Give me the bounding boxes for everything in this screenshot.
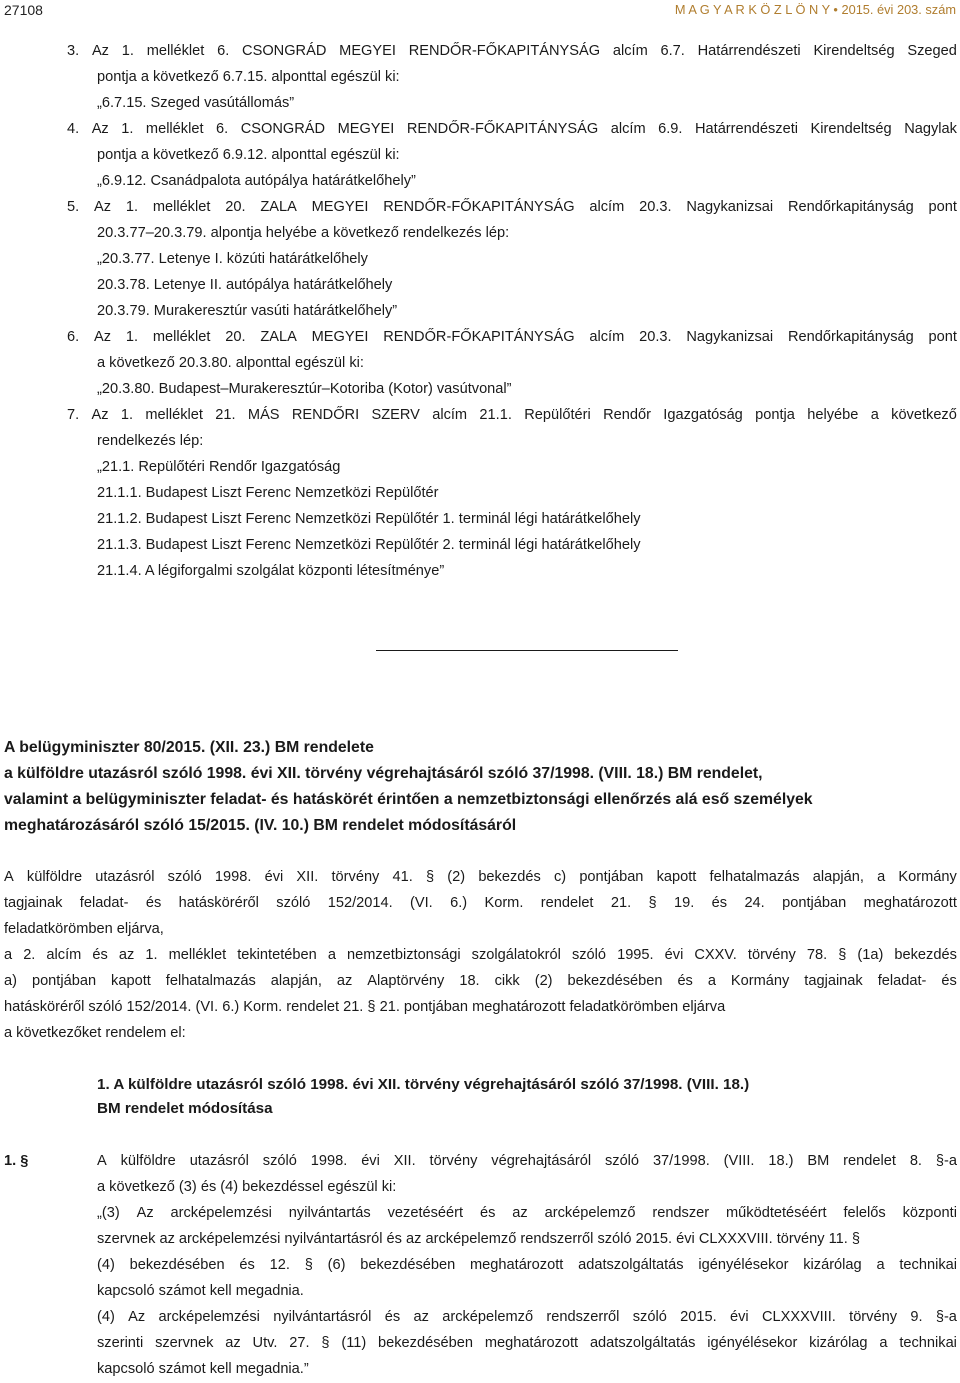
amendment-line: 6. Az 1. melléklet 20. ZALA MEGYEI RENDŐR-FŐKAPITÁNYSÁG alcím 20.3. Nagykanizsai Rendőrkapitányság pont bbox=[67, 329, 957, 345]
amendment-line: 20.3.79. Murakeresztúr vasúti határátkelőhely” bbox=[97, 303, 398, 319]
amendment-line: „20.3.77. Letenye I. közúti határátkelőhely bbox=[97, 251, 368, 267]
preamble-line: a) pontjában kapott felhatalmazás alapján, az Alaptörvény 18. cikk (2) bekezdésében és a Kormány tagjainak feladat- és bbox=[4, 973, 957, 989]
decree-title-subtitle: valamint a belügyminiszter feladat- és hatáskörét érintően a nemzetbiztonsági ellenőrzés alá eső személyek bbox=[4, 791, 813, 808]
amendment-line: 21.1.1. Budapest Liszt Ferenc Nemzetközi Repülőtér bbox=[97, 485, 439, 501]
amendment-line: a következő 20.3.80. alponttal egészül ki: bbox=[97, 355, 364, 371]
preamble-line: a következőket rendelem el: bbox=[4, 1025, 186, 1041]
amendment-line: „20.3.80. Budapest–Murakeresztúr–Kotoriba (Kotor) vasútvonal” bbox=[97, 381, 512, 397]
decree-title-subtitle: a külföldre utazásról szóló 1998. évi XII. törvény végrehajtásáról szóló 37/1998. (VIII. 18.) BM rendelet, bbox=[4, 765, 763, 782]
separator-rule bbox=[376, 650, 678, 651]
preamble-line: a 2. alcím és az 1. melléklet tekintetében a nemzetbiztonsági szolgálatokról szóló 1995. évi CXXV. törvény 78. § (1a) bekezdés bbox=[4, 947, 957, 963]
amendment-line: rendelkezés lép: bbox=[97, 433, 204, 449]
section-heading-line: BM rendelet módosítása bbox=[97, 1100, 273, 1117]
amendment-line: „6.7.15. Szeged vasútállomás” bbox=[97, 95, 295, 111]
preamble-line: A külföldre utazásról szóló 1998. évi XII. törvény 41. § (2) bekezdés c) pontjában kapott felhatalmazás alapján, a Kormány bbox=[4, 869, 957, 885]
paragraph-line: szerinti szervnek az Utv. 27. § (11) bekezdésében meghatározott adatszolgáltatás igényélésekor kizárólag a technikai bbox=[97, 1335, 957, 1351]
paragraph-line: kapcsoló számot kell megadnia.” bbox=[97, 1361, 309, 1377]
amendment-line: pontja a következő 6.7.15. alponttal egészül ki: bbox=[97, 69, 400, 85]
amendment-line: 3. Az 1. melléklet 6. CSONGRÁD MEGYEI RENDŐR-FŐKAPITÁNYSÁG alcím 6.7. Határrendészeti Kirendeltség Szeged bbox=[67, 43, 957, 59]
amendment-line: 21.1.4. A légiforgalmi szolgálat központi létesítménye” bbox=[97, 563, 445, 579]
section-heading-line: 1. A külföldre utazásról szóló 1998. évi XII. törvény végrehajtásáról szóló 37/1998. (VIII. 18.) bbox=[97, 1076, 750, 1093]
preamble-line: hatásköréről szóló 152/2014. (VI. 6.) Korm. rendelet 21. § 21. pontjában meghatározott feladatkörömben eljárva bbox=[4, 999, 726, 1015]
paragraph-line: kapcsoló számot kell megadnia. bbox=[97, 1283, 304, 1299]
paragraph-line: a következő (3) és (4) bekezdéssel egészül ki: bbox=[97, 1179, 397, 1195]
paragraph-line: szervnek az arcképelemzési nyilvántartásról és az arcképelemző rendszerről szóló 2015. évi CLXXXVIII. törvény 11. § bbox=[97, 1231, 861, 1247]
amendment-line: „21.1. Repülőtéri Rendőr Igazgatóság bbox=[97, 459, 341, 475]
amendment-line: „6.9.12. Csanádpalota autópálya határátkelőhely” bbox=[97, 173, 416, 189]
amendment-line: 20.3.78. Letenye II. autópálya határátkelőhely bbox=[97, 277, 393, 293]
page-number: 27108 bbox=[4, 2, 43, 18]
paragraph-line: A külföldre utazásról szóló 1998. évi XII. törvény végrehajtásáról szóló 37/1998. (VIII. 18.) BM rendelet 8. §-a bbox=[97, 1153, 957, 1169]
amendment-line: 4. Az 1. melléklet 6. CSONGRÁD MEGYEI RENDŐR-FŐKAPITÁNYSÁG alcím 6.9. Határrendészeti Kirendeltség Nagylak bbox=[67, 121, 957, 137]
paragraph-line: (4) bekezdésében és 12. § (6) bekezdésében meghatározott adatszolgáltatás igényélésekor kizárólag a technikai bbox=[97, 1257, 957, 1273]
decree-title-subtitle: meghatározásáról szóló 15/2015. (IV. 10.) BM rendelet módosításáról bbox=[4, 817, 517, 834]
amendment-line: 21.1.3. Budapest Liszt Ferenc Nemzetközi Repülőtér 2. terminál légi határátkelőhely bbox=[97, 537, 641, 553]
amendment-line: pontja a következő 6.9.12. alponttal egészül ki: bbox=[97, 147, 400, 163]
paragraph-line: „(3) Az arcképelemzési nyilvántartás vezetéséért és az arcképelemző rendszer működtetéséért felelős központi bbox=[97, 1205, 957, 1221]
amendment-line: 7. Az 1. melléklet 21. MÁS RENDŐRI SZERV alcím 21.1. Repülőtéri Rendőr Igazgatóság pontja helyébe a következő bbox=[67, 407, 957, 423]
amendment-line: 5. Az 1. melléklet 20. ZALA MEGYEI RENDŐR-FŐKAPITÁNYSÁG alcím 20.3. Nagykanizsai Rendőrkapitányság pont bbox=[67, 199, 957, 215]
paragraph-number: 1. § bbox=[4, 1153, 29, 1169]
preamble-line: tagjainak feladat- és hatásköréről szóló 152/2014. (VI. 6.) Korm. rendelet 21. § 19. és 24. pontjában meghatározott bbox=[4, 895, 957, 911]
decree-title-main: A belügyminiszter 80/2015. (XII. 23.) BM rendelete bbox=[4, 739, 374, 756]
amendment-line: 20.3.77–20.3.79. alpontja helyébe a következő rendelkezés lép: bbox=[97, 225, 510, 241]
journal-header: M A G Y A R K Ö Z L Ö N Y • 2015. évi 203. szám bbox=[674, 2, 956, 17]
preamble-line: feladatkörömben eljárva, bbox=[4, 921, 164, 937]
paragraph-line: (4) Az arcképelemzési nyilvántartásról és az arcképelemző rendszerről szóló 2015. évi CLXXXVIII. törvény 9. §-a bbox=[97, 1309, 957, 1325]
amendment-line: 21.1.2. Budapest Liszt Ferenc Nemzetközi Repülőtér 1. terminál légi határátkelőhely bbox=[97, 511, 641, 527]
